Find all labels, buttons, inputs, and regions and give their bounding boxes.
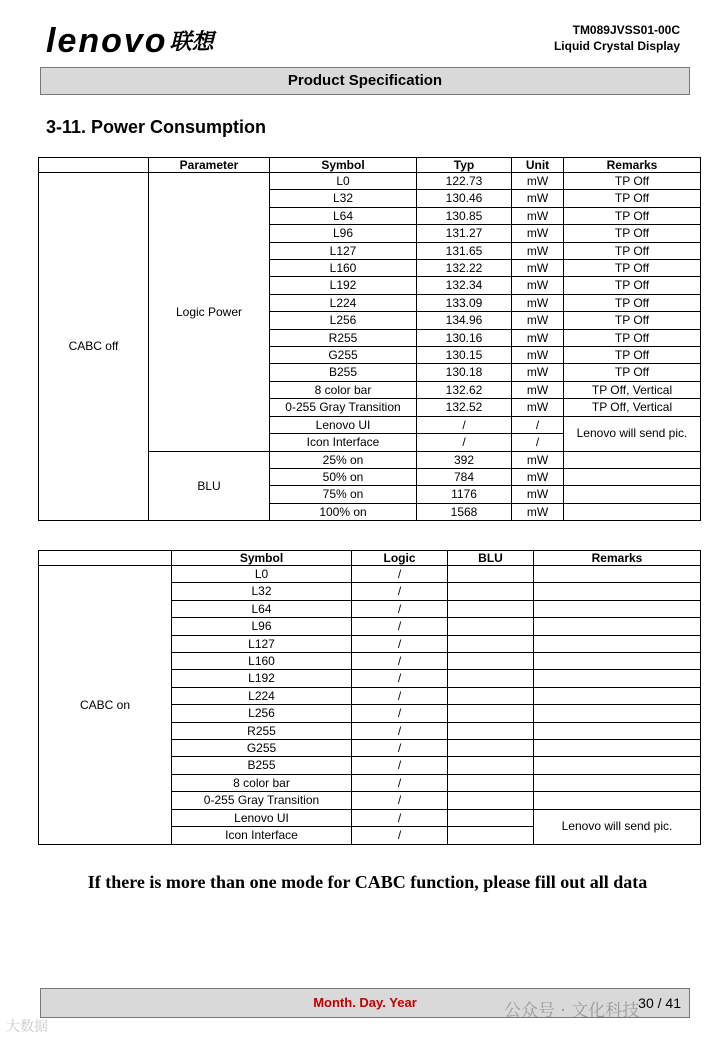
remarks-cell — [534, 600, 701, 617]
typ-cell: 130.46 — [417, 190, 512, 207]
unit-cell: mW — [512, 347, 564, 364]
symbol-cell: L192 — [172, 670, 352, 687]
typ-cell: 130.16 — [417, 329, 512, 346]
unit-cell: mW — [512, 312, 564, 329]
symbol-cell: L0 — [270, 173, 417, 190]
unit-cell: mW — [512, 364, 564, 381]
typ-cell: 1176 — [417, 486, 512, 503]
remarks-cell: TP Off — [564, 347, 701, 364]
blu-label: BLU — [149, 451, 270, 521]
logo-cjk-text: 联想 — [169, 30, 214, 55]
symbol-cell: Lenovo UI — [270, 416, 417, 433]
symbol-cell: Icon Interface — [172, 827, 352, 844]
logic-cell: / — [352, 600, 448, 617]
remarks-cell — [564, 451, 701, 468]
remarks-cell — [534, 722, 701, 739]
symbol-cell: R255 — [270, 329, 417, 346]
table1-header-cell: Remarks — [564, 158, 701, 173]
symbol-cell: 100% on — [270, 503, 417, 520]
blu-cell — [448, 757, 534, 774]
symbol-cell: L256 — [172, 705, 352, 722]
blu-cell — [448, 827, 534, 844]
spec-banner: Product Specification — [40, 67, 690, 95]
remarks-cell — [534, 618, 701, 635]
footer-date: Month. Day. Year — [313, 995, 417, 1010]
remarks-cell: TP Off, Vertical — [564, 381, 701, 398]
remarks-cell: TP Off — [564, 190, 701, 207]
logic-cell: / — [352, 653, 448, 670]
remarks-cell: TP Off — [564, 312, 701, 329]
table2-header-cell: BLU — [448, 551, 534, 566]
remarks-cell: TP Off — [564, 173, 701, 190]
unit-cell: mW — [512, 329, 564, 346]
typ-cell: 134.96 — [417, 312, 512, 329]
unit-cell: / — [512, 434, 564, 451]
logic-cell: / — [352, 827, 448, 844]
symbol-cell: B255 — [270, 364, 417, 381]
document-id: TM089JVSS01-00C — [572, 23, 680, 37]
unit-cell: mW — [512, 486, 564, 503]
blu-cell — [448, 618, 534, 635]
logic-cell: / — [352, 583, 448, 600]
symbol-cell: G255 — [172, 740, 352, 757]
document-id-block — [554, 22, 680, 54]
typ-cell: 130.85 — [417, 207, 512, 224]
unit-cell: mW — [512, 468, 564, 485]
symbol-cell: L127 — [172, 635, 352, 652]
remarks-cell — [534, 740, 701, 757]
symbol-cell: L256 — [270, 312, 417, 329]
unit-cell: / — [512, 416, 564, 433]
table1-header-cell — [39, 158, 149, 173]
merged-remark-cell: Lenovo will send pic. — [564, 416, 701, 451]
remarks-cell: TP Off — [564, 242, 701, 259]
symbol-cell: L96 — [270, 225, 417, 242]
symbol-cell: L32 — [172, 583, 352, 600]
cabc-on-table — [38, 550, 701, 845]
symbol-cell: 75% on — [270, 486, 417, 503]
symbol-cell: L160 — [172, 653, 352, 670]
symbol-cell: 25% on — [270, 451, 417, 468]
unit-cell: mW — [512, 381, 564, 398]
blu-cell — [448, 774, 534, 791]
blu-cell — [448, 600, 534, 617]
logic-cell: / — [352, 792, 448, 809]
blu-cell — [448, 635, 534, 652]
typ-cell: 132.62 — [417, 381, 512, 398]
remarks-cell: TP Off — [564, 207, 701, 224]
symbol-cell: L64 — [172, 600, 352, 617]
symbol-cell: 50% on — [270, 468, 417, 485]
cabc-off-label: CABC off — [39, 173, 149, 521]
logo-latin-text: lenovo — [46, 22, 168, 60]
remarks-cell — [534, 687, 701, 704]
remarks-cell — [564, 468, 701, 485]
blu-cell — [448, 792, 534, 809]
symbol-cell: Icon Interface — [270, 434, 417, 451]
cabc-note: If there is more than one mode for CABC function, please fill out all data — [87, 872, 648, 892]
unit-cell: mW — [512, 294, 564, 311]
symbol-cell: L32 — [270, 190, 417, 207]
unit-cell: mW — [512, 260, 564, 277]
blu-cell — [448, 722, 534, 739]
table1-header-cell: Parameter — [149, 158, 270, 173]
typ-cell: 122.73 — [417, 173, 512, 190]
blu-cell — [448, 670, 534, 687]
typ-cell: 131.27 — [417, 225, 512, 242]
remarks-cell: TP Off — [564, 260, 701, 277]
remarks-cell — [564, 486, 701, 503]
typ-cell: 133.09 — [417, 294, 512, 311]
symbol-cell: L64 — [270, 207, 417, 224]
wechat-watermark: 公众号 · 文化科技 — [504, 1001, 640, 1021]
typ-cell: 1568 — [417, 503, 512, 520]
remarks-cell — [534, 757, 701, 774]
typ-cell: 392 — [417, 451, 512, 468]
blu-cell — [448, 740, 534, 757]
typ-cell: 132.22 — [417, 260, 512, 277]
remarks-cell: TP Off — [564, 277, 701, 294]
symbol-cell: 8 color bar — [172, 774, 352, 791]
symbol-cell: 8 color bar — [270, 381, 417, 398]
logic-cell: / — [352, 705, 448, 722]
lenovo-logo — [46, 22, 214, 58]
unit-cell: mW — [512, 225, 564, 242]
typ-cell: 130.15 — [417, 347, 512, 364]
remarks-cell — [534, 653, 701, 670]
symbol-cell: L127 — [270, 242, 417, 259]
symbol-cell: B255 — [172, 757, 352, 774]
page-number: 30 / 41 — [638, 995, 681, 1011]
typ-cell: 131.65 — [417, 242, 512, 259]
symbol-cell: 0-255 Gray Transition — [172, 792, 352, 809]
remarks-cell — [534, 635, 701, 652]
symbol-cell: 0-255 Gray Transition — [270, 399, 417, 416]
logic-cell: / — [352, 670, 448, 687]
unit-cell: mW — [512, 399, 564, 416]
remarks-cell: TP Off, Vertical — [564, 399, 701, 416]
logic-cell: / — [352, 687, 448, 704]
logic-cell: / — [352, 774, 448, 791]
table-row — [39, 173, 701, 190]
section-title: 3-11. Power Consumption — [46, 117, 267, 137]
typ-cell: 132.34 — [417, 277, 512, 294]
symbol-cell: L96 — [172, 618, 352, 635]
document-name: Liquid Crystal Display — [553, 39, 680, 53]
typ-cell: 130.18 — [417, 364, 512, 381]
unit-cell: mW — [512, 190, 564, 207]
remarks-cell: TP Off — [564, 329, 701, 346]
remarks-cell: TP Off — [564, 294, 701, 311]
unit-cell: mW — [512, 503, 564, 520]
table2-header-cell: Logic — [352, 551, 448, 566]
remarks-cell — [534, 705, 701, 722]
table2-header-cell: Remarks — [534, 551, 701, 566]
blu-cell — [448, 687, 534, 704]
symbol-cell: L0 — [172, 566, 352, 583]
blu-cell — [448, 705, 534, 722]
symbol-cell: L160 — [270, 260, 417, 277]
table1-header-cell: Typ — [417, 158, 512, 173]
blu-cell — [448, 809, 534, 826]
logic-cell: / — [352, 566, 448, 583]
symbol-cell: R255 — [172, 722, 352, 739]
remarks-cell — [534, 583, 701, 600]
blu-cell — [448, 653, 534, 670]
table-row — [39, 566, 701, 583]
table1-header-cell: Unit — [512, 158, 564, 173]
remarks-cell — [534, 792, 701, 809]
logic-cell: / — [352, 809, 448, 826]
typ-cell: / — [417, 416, 512, 433]
cabc-off-table — [38, 157, 701, 521]
typ-cell: 132.52 — [417, 399, 512, 416]
logic-power-label: Logic Power — [149, 173, 270, 452]
remarks-cell: TP Off — [564, 364, 701, 381]
symbol-cell: G255 — [270, 347, 417, 364]
merged-remark-cell: Lenovo will send pic. — [534, 809, 701, 844]
symbol-cell: L224 — [172, 687, 352, 704]
blu-cell — [448, 566, 534, 583]
table1-header-cell: Symbol — [270, 158, 417, 173]
symbol-cell: L224 — [270, 294, 417, 311]
corner-watermark: 大数据 — [6, 1019, 48, 1035]
logic-cell: / — [352, 757, 448, 774]
cabc-on-label: CABC on — [39, 566, 172, 845]
logic-cell: / — [352, 618, 448, 635]
typ-cell: 784 — [417, 468, 512, 485]
table2-header-cell: Symbol — [172, 551, 352, 566]
unit-cell: mW — [512, 173, 564, 190]
remarks-cell — [564, 503, 701, 520]
remarks-cell — [534, 670, 701, 687]
logic-cell: / — [352, 740, 448, 757]
unit-cell: mW — [512, 207, 564, 224]
unit-cell: mW — [512, 242, 564, 259]
table2-header-cell — [39, 551, 172, 566]
typ-cell: / — [417, 434, 512, 451]
unit-cell: mW — [512, 451, 564, 468]
symbol-cell: L192 — [270, 277, 417, 294]
remarks-cell — [534, 774, 701, 791]
logic-cell: / — [352, 635, 448, 652]
symbol-cell: Lenovo UI — [172, 809, 352, 826]
remarks-cell — [534, 566, 701, 583]
blu-cell — [448, 583, 534, 600]
logic-cell: / — [352, 722, 448, 739]
remarks-cell: TP Off — [564, 225, 701, 242]
unit-cell: mW — [512, 277, 564, 294]
